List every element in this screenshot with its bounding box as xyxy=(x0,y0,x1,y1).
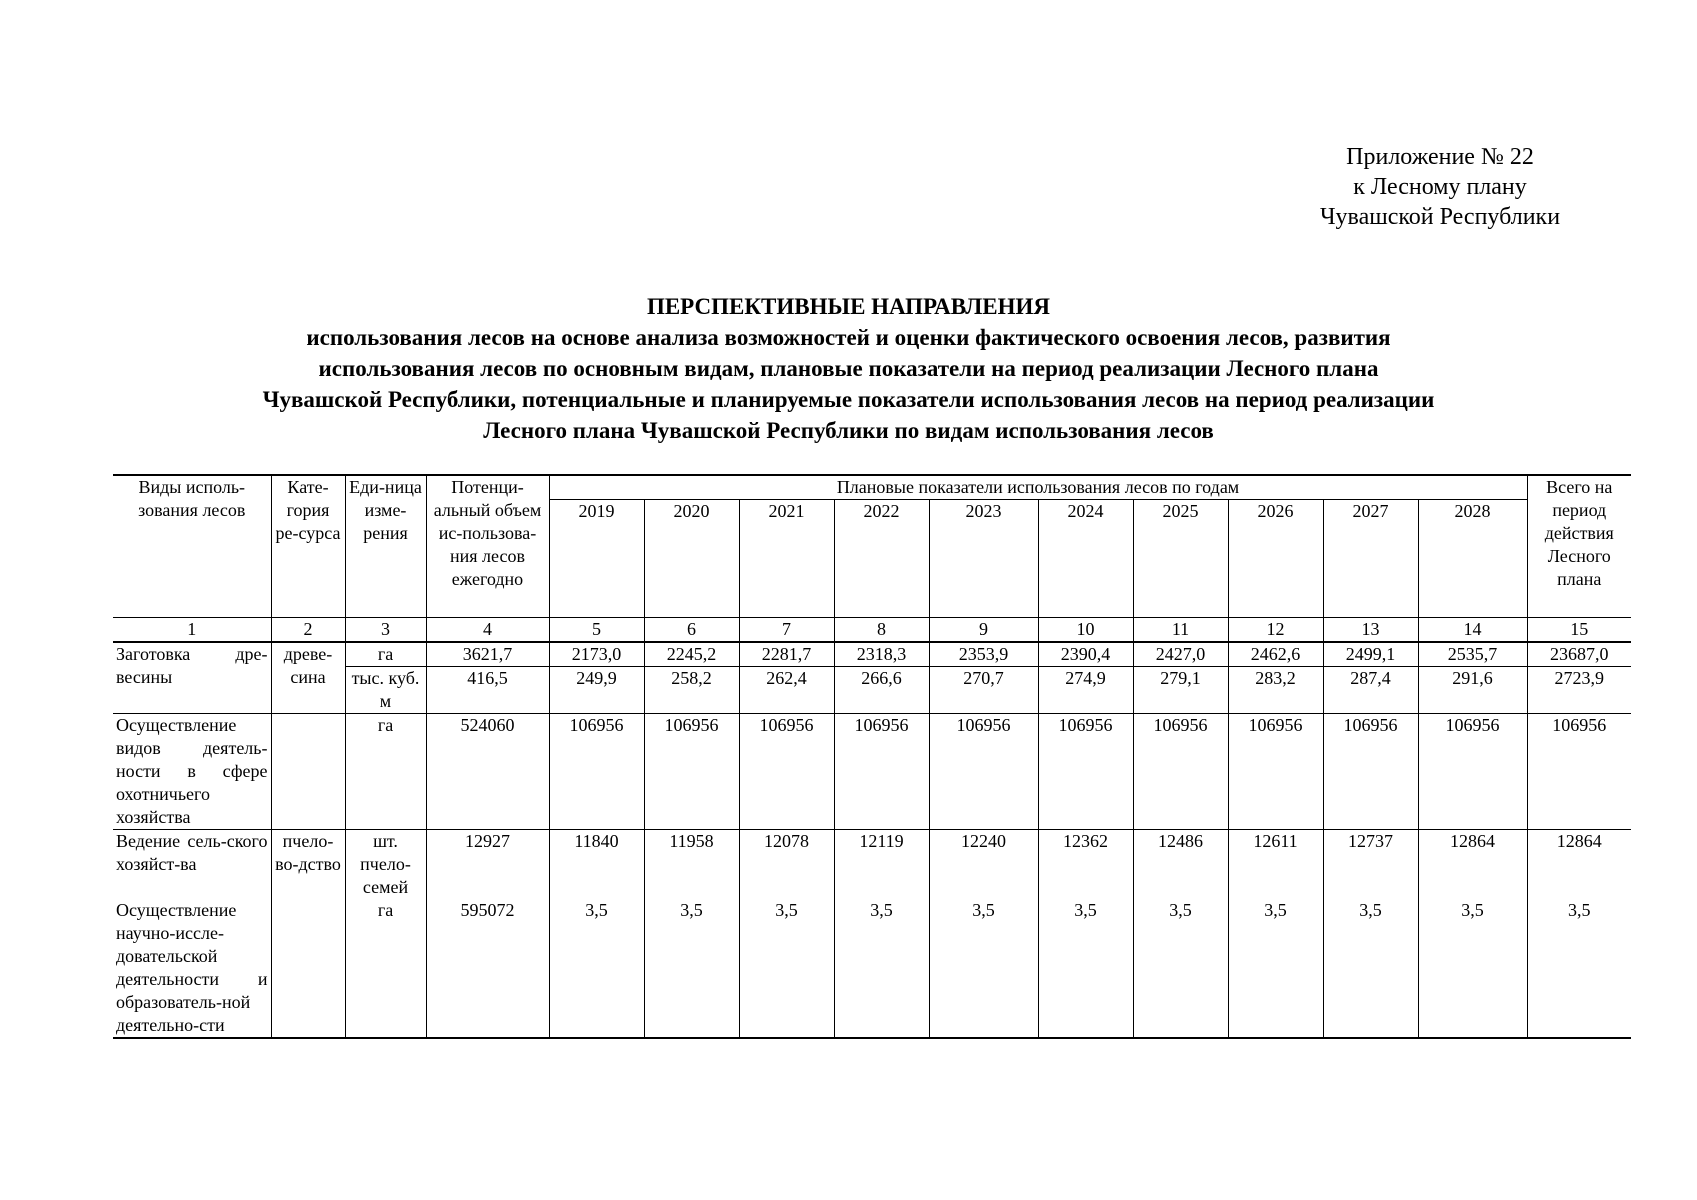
year-value-cell: 12486 xyxy=(1133,830,1228,900)
column-number: 6 xyxy=(644,618,739,643)
year-value-cell: 266,6 xyxy=(834,667,929,714)
appendix-reference: к Лесному плану xyxy=(1353,174,1527,200)
total-cell: 3,5 xyxy=(1527,899,1631,1038)
header-total: Всего на период действия Лесного плана xyxy=(1527,475,1631,618)
potential-cell: 416,5 xyxy=(426,667,549,714)
year-value-cell: 11840 xyxy=(549,830,644,900)
year-value-cell: 2535,7 xyxy=(1418,642,1527,667)
unit-cell: га xyxy=(345,714,426,830)
header-year: 2028 xyxy=(1418,500,1527,618)
unit-cell: шт. пчело-семей xyxy=(345,830,426,900)
column-number: 5 xyxy=(549,618,644,643)
header-year: 2024 xyxy=(1038,500,1133,618)
header-year: 2022 xyxy=(834,500,929,618)
forest-use-table xyxy=(113,474,1631,1039)
year-value-cell: 2462,6 xyxy=(1228,642,1323,667)
document-subtitle-line: Лесного плана Чувашской Республики по видам использования лесов xyxy=(483,418,1214,443)
header-potential-volume: Потенци-альный объем ис-пользова-ния лесов ежегодно xyxy=(426,475,549,618)
total-cell: 106956 xyxy=(1527,714,1631,830)
unit-cell: га xyxy=(345,642,426,667)
year-value-cell: 2499,1 xyxy=(1323,642,1418,667)
year-value-cell: 106956 xyxy=(1038,714,1133,830)
year-value-cell: 3,5 xyxy=(1228,899,1323,1038)
appendix-region: Чувашской Республики xyxy=(1319,204,1561,230)
year-value-cell: 3,5 xyxy=(1323,899,1418,1038)
year-value-cell: 106956 xyxy=(549,714,644,830)
table-row xyxy=(113,899,1631,1038)
potential-cell: 524060 xyxy=(426,714,549,830)
potential-cell: 3621,7 xyxy=(426,642,549,667)
category-cell: древе-сина xyxy=(271,642,345,714)
year-value-cell: 106956 xyxy=(1418,714,1527,830)
year-value-cell: 12078 xyxy=(739,830,834,900)
category-cell: пчело-во-дство xyxy=(271,830,345,900)
year-value-cell: 106956 xyxy=(1133,714,1228,830)
header-year: 2025 xyxy=(1133,500,1228,618)
year-value-cell: 258,2 xyxy=(644,667,739,714)
year-value-cell: 3,5 xyxy=(1133,899,1228,1038)
year-value-cell: 262,4 xyxy=(739,667,834,714)
column-number: 3 xyxy=(345,618,426,643)
table-row xyxy=(113,830,1631,900)
header-yearly-plan-group: Плановые показатели использования лесов по годам xyxy=(549,475,1527,500)
column-number: 1 xyxy=(113,618,271,643)
header-year: 2020 xyxy=(644,500,739,618)
column-number: 11 xyxy=(1133,618,1228,643)
header-year: 2021 xyxy=(739,500,834,618)
year-value-cell: 106956 xyxy=(739,714,834,830)
year-value-cell: 3,5 xyxy=(739,899,834,1038)
header-use-type: Виды исполь-зования лесов xyxy=(113,475,271,618)
column-number: 9 xyxy=(929,618,1038,643)
column-number: 15 xyxy=(1527,618,1631,643)
year-value-cell: 291,6 xyxy=(1418,667,1527,714)
column-number: 7 xyxy=(739,618,834,643)
category-cell xyxy=(271,899,345,1038)
year-value-cell: 106956 xyxy=(1228,714,1323,830)
potential-cell: 12927 xyxy=(426,830,549,900)
year-value-cell: 2427,0 xyxy=(1133,642,1228,667)
year-value-cell: 249,9 xyxy=(549,667,644,714)
year-value-cell: 106956 xyxy=(834,714,929,830)
year-value-cell: 2390,4 xyxy=(1038,642,1133,667)
document-subtitle-line: использования лесов на основе анализа возможностей и оценки фактического освоения лесов, развития xyxy=(306,325,1391,350)
year-value-cell: 287,4 xyxy=(1323,667,1418,714)
table-row xyxy=(113,714,1631,830)
year-value-cell: 3,5 xyxy=(644,899,739,1038)
year-value-cell: 3,5 xyxy=(1038,899,1133,1038)
column-number-row xyxy=(113,618,1631,643)
document-subtitle-line: Чувашской Республики, потенциальные и планируемые показатели использования лесов на период реализации xyxy=(262,387,1435,412)
header-year: 2023 xyxy=(929,500,1038,618)
potential-cell: 595072 xyxy=(426,899,549,1038)
year-value-cell: 12119 xyxy=(834,830,929,900)
year-value-cell: 2318,3 xyxy=(834,642,929,667)
year-value-cell: 12611 xyxy=(1228,830,1323,900)
year-value-cell: 12737 xyxy=(1323,830,1418,900)
document-subtitle-line: использования лесов по основным видам, плановые показатели на период реализации Лесного плана xyxy=(318,356,1379,381)
document-title: ПЕРСПЕКТИВНЫЕ НАПРАВЛЕНИЯ xyxy=(646,294,1051,319)
year-value-cell: 106956 xyxy=(929,714,1038,830)
total-cell: 2723,9 xyxy=(1527,667,1631,714)
year-value-cell: 3,5 xyxy=(834,899,929,1038)
year-value-cell: 270,7 xyxy=(929,667,1038,714)
total-cell: 12864 xyxy=(1527,830,1631,900)
year-value-cell: 283,2 xyxy=(1228,667,1323,714)
year-value-cell: 106956 xyxy=(1323,714,1418,830)
header-unit: Еди-ница изме-рения xyxy=(345,475,426,618)
header-year: 2026 xyxy=(1228,500,1323,618)
year-value-cell: 106956 xyxy=(644,714,739,830)
column-number: 8 xyxy=(834,618,929,643)
year-value-cell: 2173,0 xyxy=(549,642,644,667)
total-cell: 23687,0 xyxy=(1527,642,1631,667)
use-type-cell: Ведение сель-ского хозяйст-ва xyxy=(113,830,271,900)
header-resource-category: Кате-гория ре-сурса xyxy=(271,475,345,618)
year-value-cell: 3,5 xyxy=(549,899,644,1038)
appendix-number: Приложение № 22 xyxy=(1346,144,1534,170)
year-value-cell: 12240 xyxy=(929,830,1038,900)
use-type-cell: Осуществление научно-иссле-довательской деятельности и образователь-ной деятельно-сти xyxy=(113,899,271,1038)
column-number: 14 xyxy=(1418,618,1527,643)
category-cell xyxy=(271,714,345,830)
header-row xyxy=(113,475,1631,500)
year-value-cell: 12362 xyxy=(1038,830,1133,900)
column-number: 10 xyxy=(1038,618,1133,643)
column-number: 12 xyxy=(1228,618,1323,643)
column-number: 13 xyxy=(1323,618,1418,643)
column-number: 4 xyxy=(426,618,549,643)
unit-cell: тыс. куб. м xyxy=(345,667,426,714)
year-value-cell: 3,5 xyxy=(1418,899,1527,1038)
unit-cell: га xyxy=(345,899,426,1038)
appendix-note xyxy=(1290,142,1590,232)
year-value-cell: 2353,9 xyxy=(929,642,1038,667)
year-value-cell: 12864 xyxy=(1418,830,1527,900)
year-value-cell: 2245,2 xyxy=(644,642,739,667)
use-type-cell: Осуществление видов деятель-ности в сфере охотничьего хозяйства xyxy=(113,714,271,830)
table-row xyxy=(113,642,1631,667)
year-value-cell: 11958 xyxy=(644,830,739,900)
document-heading xyxy=(100,291,1597,446)
year-value-cell: 279,1 xyxy=(1133,667,1228,714)
header-year: 2027 xyxy=(1323,500,1418,618)
column-number: 2 xyxy=(271,618,345,643)
header-year: 2019 xyxy=(549,500,644,618)
year-value-cell: 2281,7 xyxy=(739,642,834,667)
use-type-cell: Заготовка дре-весины xyxy=(113,642,271,714)
year-value-cell: 274,9 xyxy=(1038,667,1133,714)
year-value-cell: 3,5 xyxy=(929,899,1038,1038)
